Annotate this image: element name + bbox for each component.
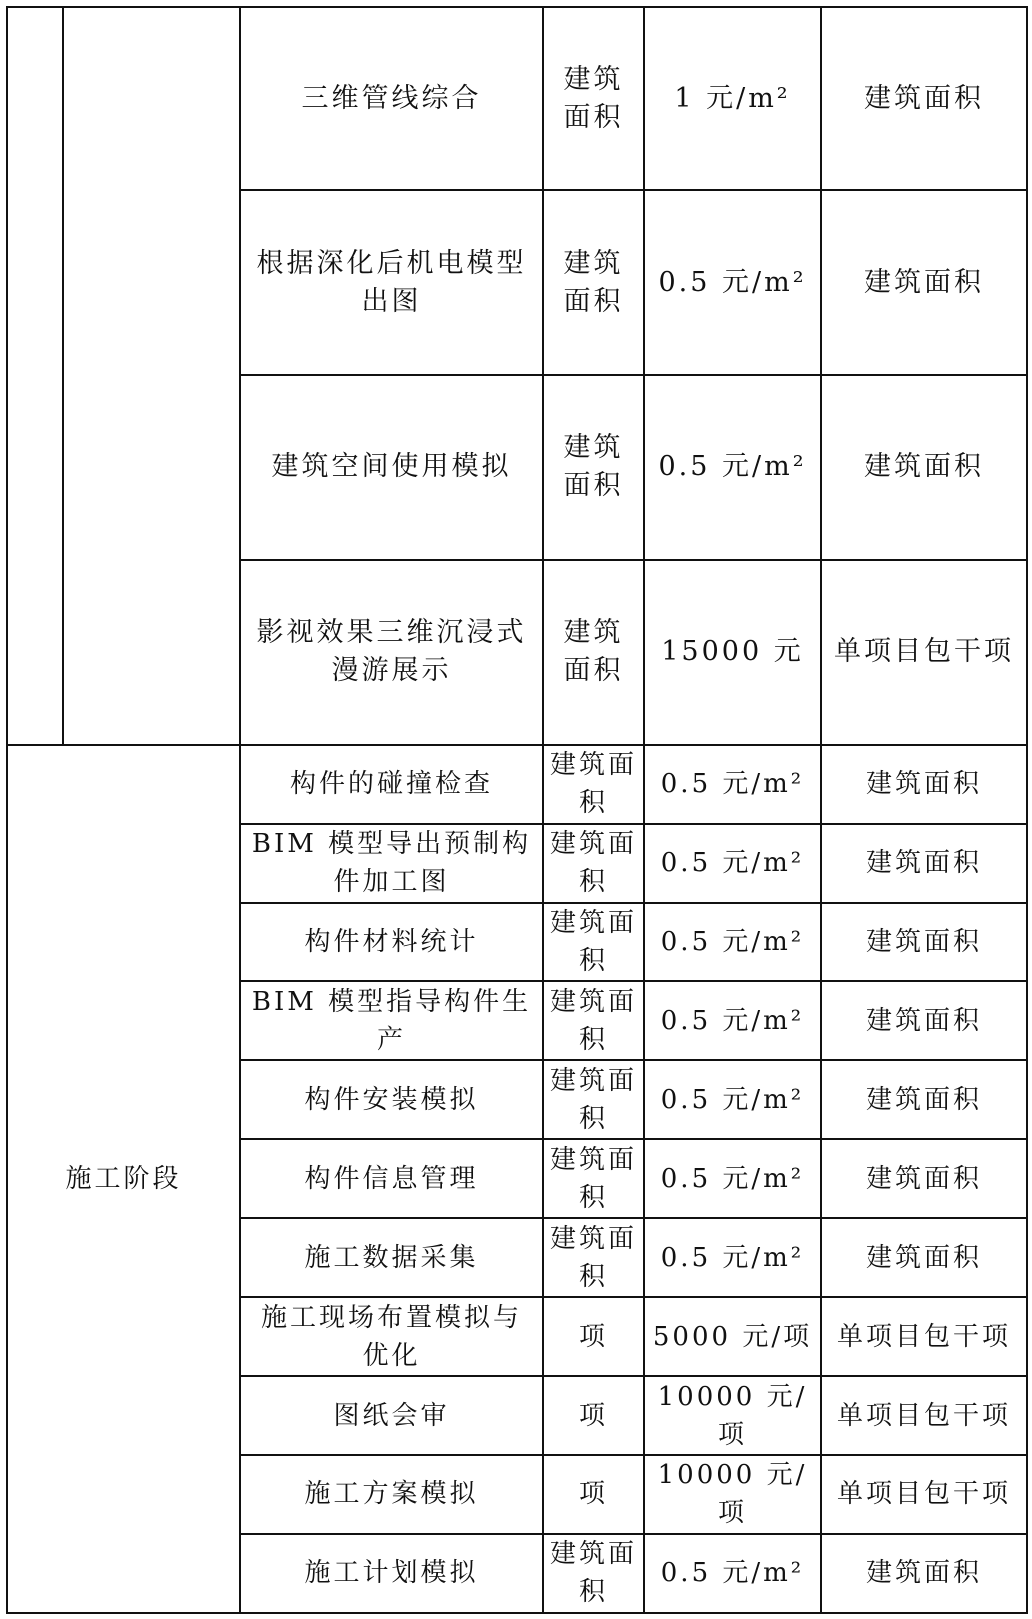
unit-cell: 建筑面积 (543, 1060, 644, 1139)
basis-cell: 建筑面积 (821, 1218, 1027, 1297)
price-cell: 0.5 元/m² (644, 1139, 821, 1218)
blank-index-cell (7, 7, 63, 745)
price-cell: 0.5 元/m² (644, 1218, 821, 1297)
unit-cell: 建筑面积 (543, 903, 644, 982)
unit-cell: 建筑面积 (543, 375, 644, 559)
price-cell: 0.5 元/m² (644, 375, 821, 559)
unit-cell: 建筑面积 (543, 1218, 644, 1297)
basis-cell: 单项目包干项 (821, 1455, 1027, 1534)
item-cell: 建筑空间使用模拟 (240, 375, 543, 559)
item-cell: 构件的碰撞检查 (240, 745, 543, 824)
price-cell: 0.5 元/m² (644, 1534, 821, 1613)
item-cell: BIM 模型导出预制构件加工图 (240, 824, 543, 903)
price-cell: 0.5 元/m² (644, 190, 821, 375)
basis-cell: 单项目包干项 (821, 1297, 1027, 1376)
unit-cell: 项 (543, 1376, 644, 1455)
item-cell: BIM 模型指导构件生产 (240, 981, 543, 1060)
basis-cell: 建筑面积 (821, 981, 1027, 1060)
stage-label-cell: 施工阶段 (7, 745, 240, 1613)
blank-stage-cell (63, 7, 240, 745)
item-cell: 三维管线综合 (240, 7, 543, 190)
basis-cell: 建筑面积 (821, 903, 1027, 982)
price-cell: 15000 元 (644, 560, 821, 745)
item-cell: 影视效果三维沉浸式漫游展示 (240, 560, 543, 745)
item-cell: 构件材料统计 (240, 903, 543, 982)
item-cell: 构件安装模拟 (240, 1060, 543, 1139)
unit-cell: 建筑面积 (543, 981, 644, 1060)
price-cell: 0.5 元/m² (644, 903, 821, 982)
basis-cell: 建筑面积 (821, 824, 1027, 903)
price-cell: 0.5 元/m² (644, 824, 821, 903)
unit-cell: 建筑面积 (543, 824, 644, 903)
basis-cell: 建筑面积 (821, 190, 1027, 375)
basis-cell: 建筑面积 (821, 1534, 1027, 1613)
unit-cell: 项 (543, 1455, 644, 1534)
item-cell: 施工数据采集 (240, 1218, 543, 1297)
unit-cell: 建筑面积 (543, 560, 644, 745)
price-cell: 1 元/m² (644, 7, 821, 190)
item-cell: 图纸会审 (240, 1376, 543, 1455)
table-row (7, 745, 1027, 824)
price-cell: 10000 元/项 (644, 1376, 821, 1455)
item-cell: 根据深化后机电模型出图 (240, 190, 543, 375)
item-cell: 构件信息管理 (240, 1139, 543, 1218)
price-cell: 0.5 元/m² (644, 745, 821, 824)
unit-cell: 建筑面积 (543, 1139, 644, 1218)
basis-cell: 建筑面积 (821, 745, 1027, 824)
item-cell: 施工计划模拟 (240, 1534, 543, 1613)
basis-cell: 建筑面积 (821, 7, 1027, 190)
basis-cell: 建筑面积 (821, 375, 1027, 559)
item-cell: 施工现场布置模拟与优化 (240, 1297, 543, 1376)
unit-cell: 建筑面积 (543, 190, 644, 375)
price-cell: 10000 元/项 (644, 1455, 821, 1534)
basis-cell: 建筑面积 (821, 1139, 1027, 1218)
unit-cell: 建筑面积 (543, 1534, 644, 1613)
basis-cell: 单项目包干项 (821, 1376, 1027, 1455)
item-cell: 施工方案模拟 (240, 1455, 543, 1534)
unit-cell: 建筑面积 (543, 745, 644, 824)
price-cell: 5000 元/项 (644, 1297, 821, 1376)
fee-table (6, 6, 1028, 1614)
price-cell: 0.5 元/m² (644, 981, 821, 1060)
price-cell: 0.5 元/m² (644, 1060, 821, 1139)
unit-cell: 项 (543, 1297, 644, 1376)
basis-cell: 建筑面积 (821, 1060, 1027, 1139)
unit-cell: 建筑面积 (543, 7, 644, 190)
basis-cell: 单项目包干项 (821, 560, 1027, 745)
table-row (7, 7, 1027, 190)
